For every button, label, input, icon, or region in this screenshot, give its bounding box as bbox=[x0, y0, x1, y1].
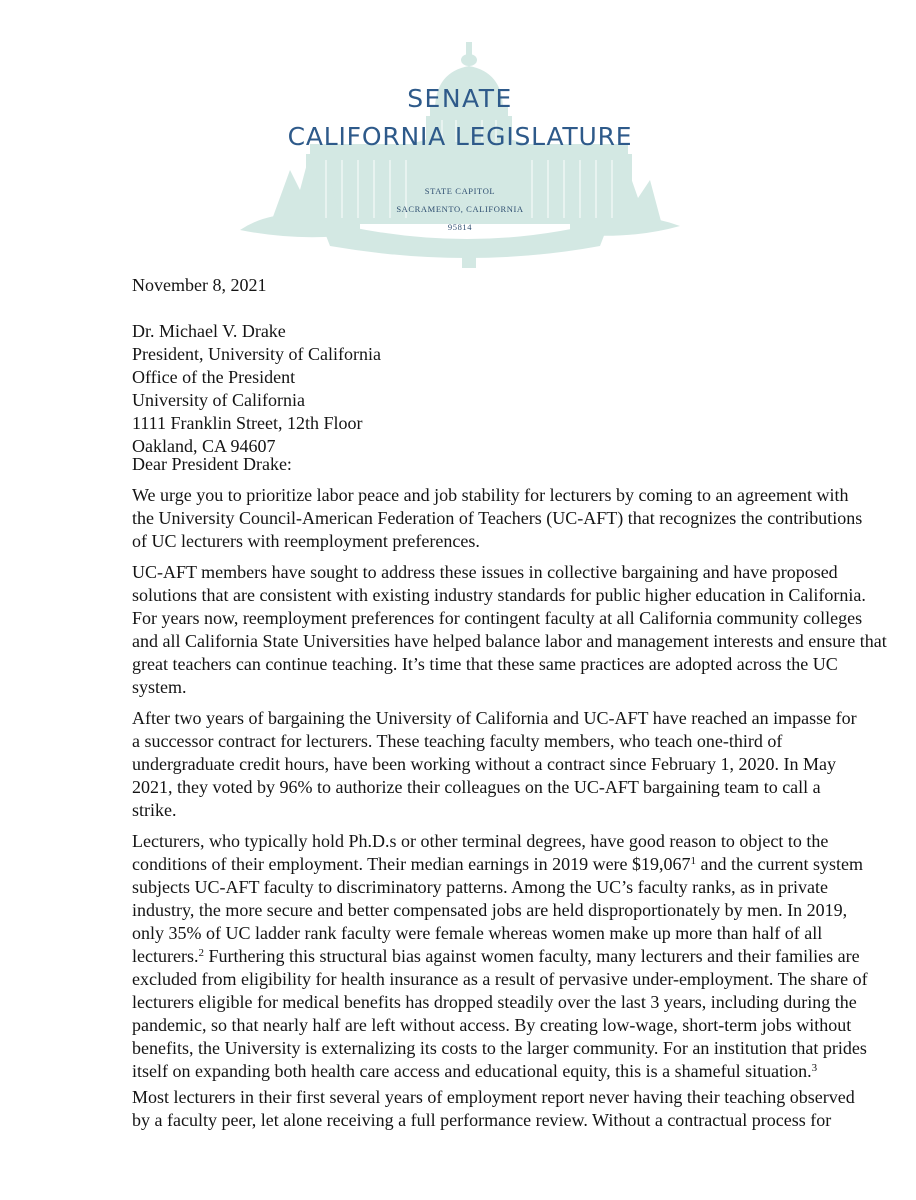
paragraph-line-text: lecturers. bbox=[132, 946, 199, 966]
paragraph-line: We urge you to prioritize labor peace and job stability for lecturers by coming to an agreement with bbox=[132, 485, 849, 505]
paragraph-line: excluded from eligibility for health insurance as a result of pervasive under-employment. The share of bbox=[132, 969, 868, 989]
date-text: November 8, 2021 bbox=[132, 275, 267, 295]
paragraph-line: system. bbox=[132, 677, 187, 697]
paragraph-line: Lecturers, who typically hold Ph.D.s or other terminal degrees, have good reason to object to the bbox=[132, 831, 829, 851]
recipient-line: 1111 Franklin Street, 12th Floor bbox=[132, 413, 363, 433]
paragraph-line: of UC lecturers with reemployment preferences. bbox=[132, 531, 480, 551]
letter-date bbox=[132, 274, 832, 297]
letterhead-zip: 95814 bbox=[447, 222, 473, 232]
footnote-ref-1[interactable]: 1 bbox=[690, 855, 697, 867]
footnote-ref-2[interactable]: 2 bbox=[198, 947, 204, 959]
paragraph-line: For years now, reemployment preferences for contingent faculty at all California community colleges bbox=[132, 608, 863, 628]
paragraph-line: undergraduate credit hours, have been working without a contract since February 1, 2020. In May bbox=[132, 754, 836, 774]
paragraph-line: benefits, the University is externalizing its costs to the larger community. For an institution that prides bbox=[132, 1038, 867, 1058]
paragraph-2 bbox=[132, 561, 887, 699]
recipient-line: Oakland, CA 94607 bbox=[132, 436, 276, 456]
letterhead-title-senate: SENATE bbox=[407, 84, 513, 113]
paragraph-line bbox=[132, 945, 860, 968]
paragraph-line: 2021, they voted by 96% to authorize their colleagues on the UC-AFT bargaining team to call a bbox=[132, 777, 821, 797]
footnote-ref-3[interactable]: 3 bbox=[811, 1062, 818, 1074]
paragraph-line bbox=[132, 853, 863, 876]
paragraph-1 bbox=[132, 484, 863, 553]
salutation bbox=[132, 453, 832, 476]
recipient-line: University of California bbox=[132, 390, 305, 410]
paragraph-line: the University Council-American Federation of Teachers (UC-AFT) that recognizes the contributions bbox=[132, 508, 863, 528]
recipient-line: President, University of California bbox=[132, 344, 381, 364]
paragraph-line: industry, the more secure and better compensated jobs are held disproportionately by men. In 2019, bbox=[132, 900, 848, 920]
letterhead-title-legislature: CALIFORNIA LEGISLATURE bbox=[287, 122, 633, 151]
recipient-line: Office of the President bbox=[132, 367, 296, 387]
paragraph-line: subjects UC-AFT faculty to discriminatory patterns. Among the UC’s faculty ranks, as in private bbox=[132, 877, 829, 897]
paragraph-line bbox=[132, 1060, 832, 1083]
paragraph-line: strike. bbox=[132, 800, 177, 820]
paragraph-line: solutions that are consistent with existing industry standards for public higher education in California. bbox=[132, 585, 866, 605]
paragraph-line: UC-AFT members have sought to address these issues in collective bargaining and have proposed bbox=[132, 562, 838, 582]
paragraph-line: only 35% of UC ladder rank faculty were female whereas women make up more than half of all bbox=[132, 923, 823, 943]
paragraph-3 bbox=[132, 707, 857, 822]
paragraph-line-text: Furthering this structural bias against women faculty, many lecturers and their families are bbox=[203, 946, 860, 966]
paragraph-line: After two years of bargaining the University of California and UC-AFT have reached an impasse for bbox=[132, 708, 857, 728]
paragraph-line: a successor contract for lecturers. These teaching faculty members, who teach one-third of bbox=[132, 731, 783, 751]
salutation-text: Dear President Drake: bbox=[132, 454, 292, 474]
paragraph-line-text: and the current system bbox=[696, 854, 863, 874]
recipient-line: Dr. Michael V. Drake bbox=[132, 321, 286, 341]
paragraph-line: by a faculty peer, let alone receiving a full performance review. Without a contractual process for bbox=[132, 1110, 832, 1130]
paragraph-line: lecturers eligible for medical benefits has dropped steadily over the last 3 years, including during the bbox=[132, 992, 857, 1012]
paragraph-5 bbox=[132, 1086, 855, 1132]
paragraph-line-text: conditions of their employment. Their median earnings in 2019 were $19,067 bbox=[132, 854, 691, 874]
paragraph-4 bbox=[132, 830, 868, 1083]
paragraph-line-text: itself on expanding both health care access and educational equity, this is a shameful situation. bbox=[132, 1061, 812, 1081]
paragraph-line: and all California State Universities have helped balance labor and management interests and ensure that bbox=[132, 631, 887, 651]
letterhead-address-line: STATE CAPITOL bbox=[424, 186, 496, 196]
paragraph-line: great teachers can continue teaching. It’s time that these same practices are adopted across the UC bbox=[132, 654, 838, 674]
recipient-address-block bbox=[132, 320, 832, 458]
paragraph-line: pandemic, so that nearly half are left without access. By creating low-wage, short-term jobs without bbox=[132, 1015, 852, 1035]
paragraph-line: Most lecturers in their first several years of employment report never having their teaching observed bbox=[132, 1087, 855, 1107]
letterhead-address-line: SACRAMENTO, CALIFORNIA bbox=[396, 204, 524, 214]
senate-letterhead bbox=[230, 20, 690, 270]
